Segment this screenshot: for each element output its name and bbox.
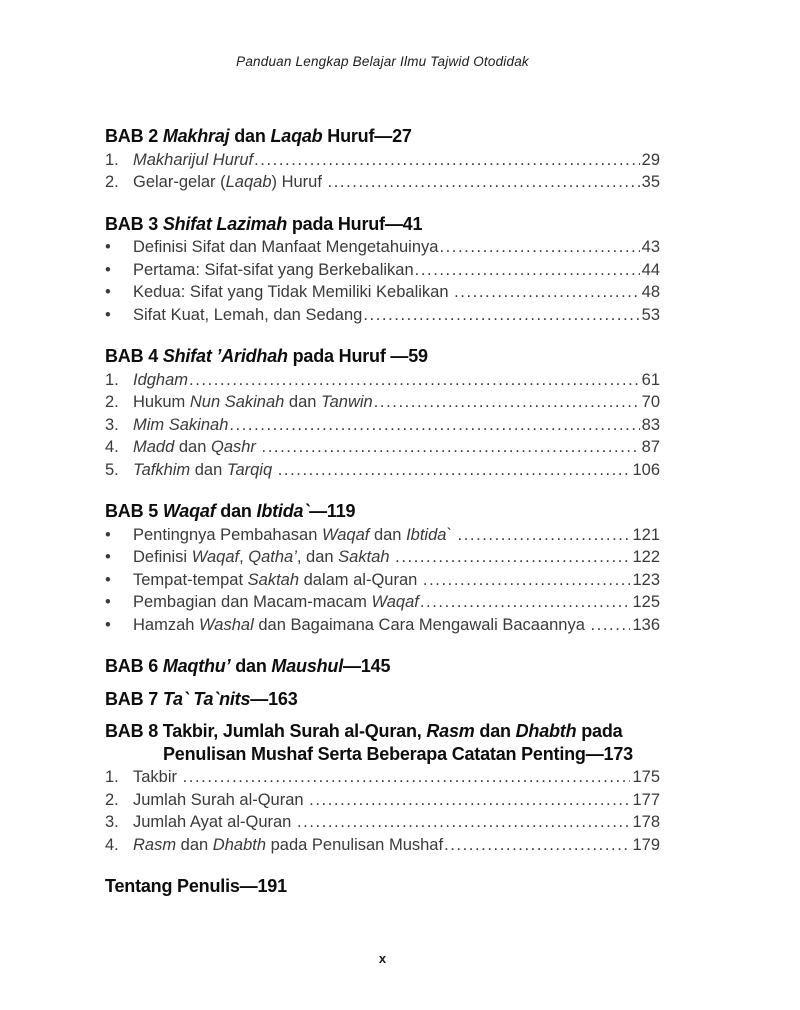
text-segment: Pentingnya Pembahasan	[133, 525, 322, 544]
item-page-number: 122	[632, 548, 660, 566]
item-page-number: 125	[632, 593, 660, 611]
toc-section-bab-2	[105, 125, 660, 194]
item-page-number: 106	[632, 460, 660, 479]
text-segment: pada	[576, 721, 623, 741]
item-page-number: 87	[641, 438, 660, 456]
text-segment: Gelar-gelar (	[133, 173, 226, 191]
item-label	[133, 281, 453, 304]
dot-leader	[589, 614, 630, 637]
text-segment: Sifat Kuat, Lemah, dan Sedang	[133, 305, 363, 324]
toc-item	[105, 524, 660, 547]
item-marker: •	[105, 570, 111, 589]
text-segment: —163	[250, 688, 298, 709]
text-segment: dan	[369, 525, 407, 544]
dot-leader	[453, 281, 640, 304]
item-marker: 2.	[105, 173, 119, 191]
heading-line	[105, 125, 660, 148]
section-heading	[105, 500, 660, 523]
text-segment: Hukum	[133, 393, 190, 411]
text-segment: , dan	[296, 548, 339, 566]
item-label	[133, 171, 327, 194]
text-segment: Ibtida`	[406, 525, 452, 544]
section-heading	[105, 655, 660, 678]
item-page-number: 179	[632, 835, 660, 854]
text-segment: Qatha’	[248, 548, 297, 566]
text-segment: BAB 6	[105, 656, 163, 676]
toc-item	[105, 236, 660, 259]
item-marker: •	[105, 305, 111, 324]
dot-leader	[394, 546, 630, 569]
text-segment: BAB 2	[105, 126, 163, 146]
toc-item	[105, 391, 660, 414]
item-label	[133, 414, 228, 437]
text-segment: Tafkhim	[133, 460, 191, 479]
toc-item	[105, 304, 660, 327]
item-page-number: 178	[632, 813, 660, 831]
text-segment: Ibtida`	[256, 501, 310, 521]
item-label	[133, 569, 422, 592]
item-label	[133, 766, 182, 789]
item-label	[133, 149, 253, 172]
item-marker: 1.	[105, 150, 119, 169]
text-segment: dan	[215, 501, 257, 521]
item-label	[133, 789, 308, 812]
item-label	[133, 834, 443, 857]
dot-leader	[253, 149, 640, 172]
text-segment: Shifat ’Aridhah	[162, 346, 288, 366]
item-marker: •	[105, 525, 111, 544]
text-segment: Madd	[133, 438, 175, 456]
toc-section-bab-4	[105, 345, 660, 481]
item-marker: 3.	[105, 813, 119, 831]
text-segment: BAB 8 Takbir, Jumlah Surah al-Quran,	[105, 721, 427, 741]
toc-item	[105, 259, 660, 282]
text-segment: BAB 4	[105, 346, 163, 366]
text-segment: dalam al-Quran	[299, 570, 422, 589]
item-label	[133, 591, 419, 614]
dot-leader	[228, 414, 639, 437]
item-page-number: 83	[641, 415, 660, 434]
item-page-number: 70	[641, 393, 660, 411]
text-segment: Definisi Sifat dan Manfaat Mengetahuinya	[133, 238, 439, 256]
toc-section-bab-8	[105, 720, 660, 856]
toc-item	[105, 546, 660, 569]
text-segment: —145	[343, 656, 391, 676]
item-marker: 3.	[105, 415, 119, 434]
item-page-number: 121	[632, 525, 660, 544]
dot-leader	[296, 811, 631, 834]
item-marker: 2.	[105, 790, 119, 809]
item-marker: 4.	[105, 835, 119, 854]
section-heading	[105, 720, 660, 765]
text-segment: Takbir	[133, 768, 182, 786]
heading-line	[105, 743, 660, 766]
text-segment: Laqab	[225, 173, 272, 191]
heading-line	[105, 213, 660, 236]
heading-line	[105, 500, 660, 523]
text-segment: dan	[474, 721, 516, 741]
text-segment: Idgham	[133, 370, 189, 389]
section-heading	[105, 688, 660, 711]
dot-leader	[457, 524, 631, 547]
text-segment: Qashr	[210, 438, 256, 456]
dot-leader	[419, 591, 631, 614]
item-marker: 4.	[105, 438, 119, 456]
text-segment: Washal	[199, 615, 254, 634]
text-segment: BAB 7	[105, 688, 163, 709]
text-segment: ) Huruf	[271, 173, 327, 191]
text-segment: Tentang Penulis—191	[105, 876, 287, 896]
item-label	[133, 304, 362, 327]
dot-leader	[277, 459, 631, 482]
dot-leader	[422, 569, 631, 592]
dot-leader	[438, 236, 639, 259]
item-label	[133, 236, 438, 259]
text-segment: Tanwin	[321, 393, 373, 411]
text-segment: Maushul	[271, 656, 344, 676]
text-segment: Saktah	[338, 548, 390, 566]
item-page-number: 177	[632, 790, 660, 809]
item-marker: •	[105, 548, 111, 566]
text-segment: Maqthu’	[162, 656, 231, 676]
item-marker: •	[105, 615, 111, 634]
item-marker: 1.	[105, 370, 119, 389]
text-segment: dan	[176, 835, 213, 854]
toc-item	[105, 591, 660, 614]
toc-item	[105, 369, 660, 392]
text-segment: BAB 5	[105, 501, 163, 521]
toc-section-bab-6	[105, 655, 660, 678]
text-segment: Dhabth	[515, 721, 577, 741]
item-marker: 5.	[105, 460, 119, 479]
dot-leader	[182, 766, 631, 789]
item-page-number: 61	[641, 370, 660, 389]
item-page-number: 35	[641, 173, 660, 191]
item-label	[133, 436, 261, 459]
dot-leader	[443, 834, 630, 857]
text-segment: Penulisan Mushaf Serta Beberapa Catatan Penting—173	[163, 743, 633, 764]
section-heading	[105, 875, 660, 898]
section-heading	[105, 125, 660, 148]
text-segment: Rasm	[133, 835, 177, 854]
text-segment: Makhraj	[162, 126, 230, 146]
text-segment: Kedua: Sifat yang Tidak Memiliki Kebalikan	[133, 283, 454, 301]
section-heading	[105, 345, 660, 368]
toc-section-bab-3	[105, 213, 660, 327]
text-segment: Waqaf	[162, 501, 216, 521]
toc-section-bab-5	[105, 500, 660, 636]
item-page-number: 136	[632, 615, 660, 634]
text-segment: Waqaf	[371, 593, 419, 611]
heading-line	[105, 875, 660, 898]
toc-item	[105, 281, 660, 304]
item-marker: •	[105, 593, 111, 611]
text-segment: pada Huruf—41	[287, 213, 423, 234]
toc-item	[105, 436, 660, 459]
item-label	[133, 259, 414, 282]
table-of-contents	[105, 125, 660, 898]
heading-line	[105, 655, 660, 678]
item-page-number: 43	[641, 238, 660, 256]
running-header: Panduan Lengkap Belajar Ilmu Tajwid Otodidak	[236, 54, 529, 69]
text-segment: Pertama: Sifat-sifat yang Berkebalikan	[133, 260, 414, 279]
item-label	[133, 391, 373, 414]
item-page-number: 48	[641, 283, 660, 301]
text-segment: Nun Sakinah	[189, 393, 285, 411]
item-marker: 1.	[105, 768, 119, 786]
toc-item	[105, 766, 660, 789]
item-page-number: 123	[632, 570, 660, 589]
dot-leader	[261, 436, 640, 459]
item-page-number: 175	[632, 768, 660, 786]
dot-leader	[373, 391, 640, 414]
text-segment: Waqaf	[321, 525, 370, 544]
text-segment: Jumlah Ayat al-Quran	[133, 813, 296, 831]
item-label	[133, 369, 188, 392]
toc-item	[105, 834, 660, 857]
item-label	[133, 459, 277, 482]
dot-leader	[188, 369, 640, 392]
text-segment: —119	[309, 501, 356, 521]
toc-item	[105, 614, 660, 637]
text-segment: Ta` Ta`nits	[162, 688, 251, 709]
text-segment: Dhabth	[212, 835, 267, 854]
text-segment: BAB 3	[105, 213, 163, 234]
item-label	[133, 614, 589, 637]
toc-item	[105, 569, 660, 592]
item-marker: •	[105, 283, 111, 301]
toc-item	[105, 414, 660, 437]
text-segment: Hamzah	[133, 615, 200, 634]
toc-item	[105, 149, 660, 172]
item-marker: •	[105, 238, 111, 256]
text-segment: ,	[239, 548, 249, 566]
item-marker: •	[105, 260, 111, 279]
page-number: x	[378, 950, 387, 966]
toc-section-bab-7	[105, 688, 660, 711]
heading-line	[105, 345, 660, 368]
item-label	[133, 524, 457, 547]
text-segment: Rasm	[426, 721, 475, 741]
dot-leader	[327, 171, 640, 194]
item-label	[133, 546, 394, 569]
text-segment: Laqab	[270, 126, 323, 146]
dot-leader	[362, 304, 639, 327]
text-segment: Tarqiq	[226, 460, 273, 479]
text-segment: Makharijul Huruf	[133, 150, 254, 169]
item-page-number: 44	[641, 260, 660, 279]
text-segment: Definisi	[133, 548, 192, 566]
toc-item	[105, 811, 660, 834]
heading-line	[105, 688, 660, 711]
dot-leader	[308, 789, 630, 812]
toc-item	[105, 171, 660, 194]
text-segment: Jumlah Surah al-Quran	[133, 790, 309, 809]
text-segment: Huruf—27	[322, 126, 412, 146]
text-segment: Shifat Lazimah	[162, 213, 288, 234]
heading-line	[105, 720, 660, 743]
text-segment: dan	[230, 656, 272, 676]
text-segment: Mim Sakinah	[133, 415, 229, 434]
text-segment: Saktah	[247, 570, 300, 589]
text-segment: dan Bagaimana Cara Mengawali Bacaannya	[253, 615, 590, 634]
item-marker: 2.	[105, 393, 119, 411]
text-segment: dan	[190, 460, 227, 479]
section-heading	[105, 213, 660, 236]
text-segment: Tempat-tempat	[133, 570, 248, 589]
toc-item	[105, 789, 660, 812]
text-segment: pada Penulisan Mushaf	[266, 835, 444, 854]
toc-section-tentang-penulis	[105, 875, 660, 898]
text-segment: Waqaf	[191, 548, 240, 566]
text-segment: dan	[229, 126, 271, 146]
text-segment: dan	[284, 393, 322, 411]
text-segment: dan	[174, 438, 211, 456]
item-label	[133, 811, 296, 834]
text-segment: Pembagian dan Macam-macam	[133, 593, 372, 611]
toc-item	[105, 459, 660, 482]
text-segment: pada Huruf —59	[287, 346, 428, 366]
item-page-number: 53	[641, 305, 660, 324]
item-page-number: 29	[641, 150, 660, 169]
dot-leader	[414, 259, 640, 282]
